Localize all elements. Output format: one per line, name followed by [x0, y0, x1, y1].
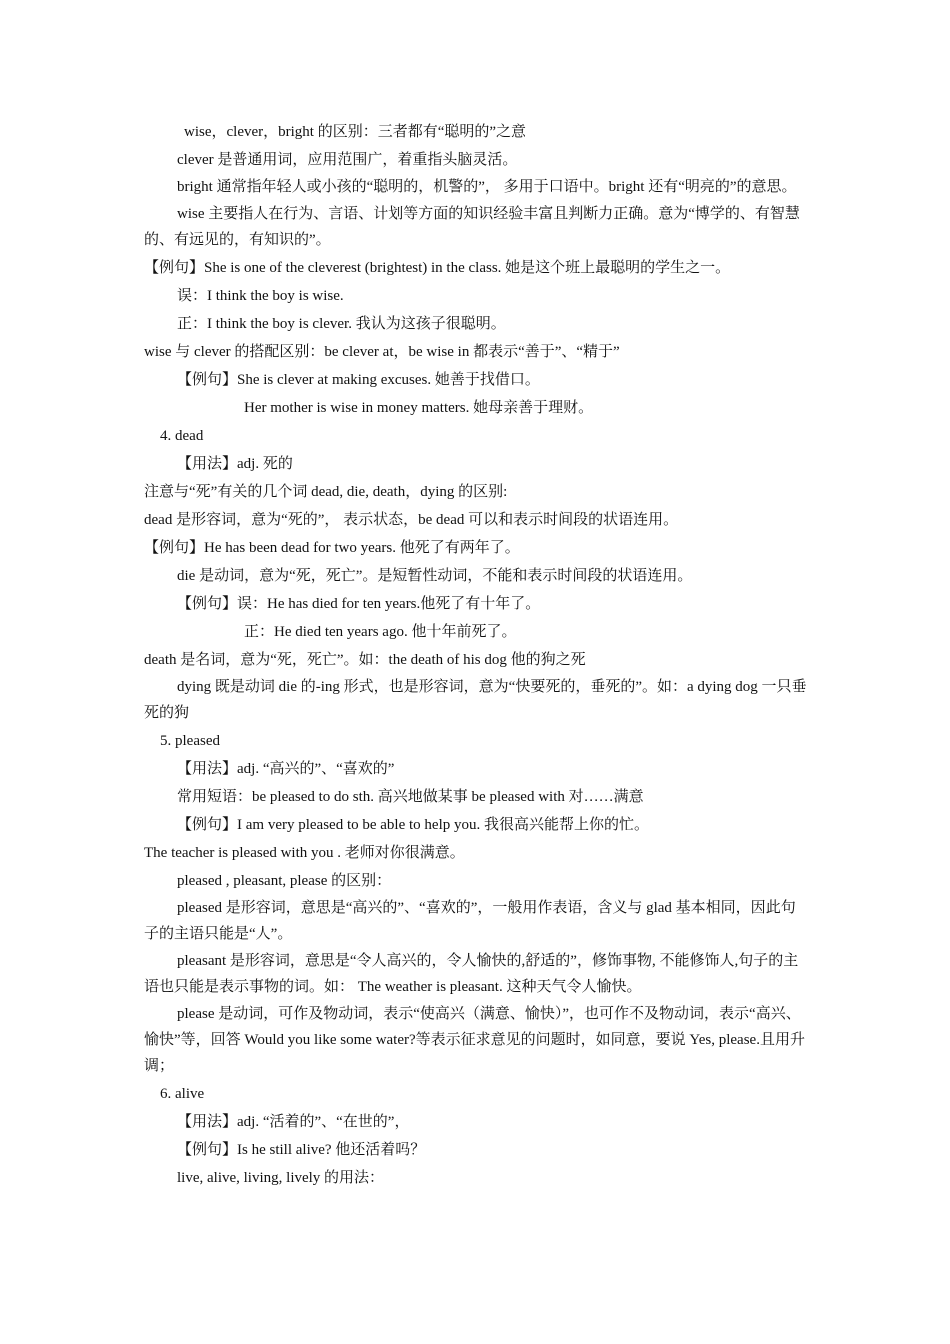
- paragraph: death 是名词，意为“死，死亡”。如：the death of his dog 他的狗之死: [144, 652, 586, 668]
- example-sentence: 【例句】She is clever at making excuses. 她善于找借口。: [177, 372, 540, 388]
- paragraph: clever 是普通用词，应用范围广，着重指头脑灵活。: [177, 152, 518, 168]
- example-sentence: 【例句】He has been dead for two years. 他死了有两年了。: [144, 540, 520, 556]
- paragraph: wise 与 clever 的搭配区别：be clever at，be wise in 都表示“善于”、“精于”: [144, 344, 620, 360]
- example-sentence: 正：He died ten years ago. 他十年前死了。: [244, 624, 517, 640]
- paragraph: dying 既是动词 die 的-ing 形式，也是形容词，意为“快要死的，垂死的”。如：a dying dog 一只垂死的狗: [144, 679, 807, 721]
- paragraph: die 是动词，意为“死，死亡”。是短暂性动词，不能和表示时间段的状语连用。: [177, 568, 693, 584]
- paragraph: 注意与“死”有关的几个词 dead, die, death，dying 的区别:: [144, 484, 508, 500]
- paragraph: live, alive, living, lively 的用法：: [177, 1170, 385, 1186]
- paragraph: wise，clever，bright 的区别：三者都有“聪明的”之意: [184, 124, 527, 140]
- example-sentence: 【例句】误：He has died for ten years.他死了有十年了。: [177, 596, 541, 612]
- example-sentence: 误：I think the boy is wise.: [177, 288, 344, 304]
- paragraph: bright 通常指年轻人或小孩的“聪明的，机警的”， 多用于口语中。bright 还有“明亮的”的意思。: [177, 179, 797, 195]
- example-sentence: 正：I think the boy is clever. 我认为这孩子很聪明。: [177, 316, 506, 332]
- paragraph: wise 主要指人在行为、言语、计划等方面的知识经验丰富且判断力正确。意为“博学的、有智慧的、有远见的，有知识的”。: [144, 206, 800, 248]
- paragraph: pleasant 是形容词，意思是“令人高兴的，令人愉快的,舒适的”，修饰事物, 不能修饰人,句子的主语也只能是表示事物的词。如： The weather is pleasant. 这种天气令人愉快。: [144, 953, 799, 995]
- section-heading: 6. alive: [160, 1086, 205, 1102]
- document-body: [144, 118, 809, 1192]
- example-sentence: The teacher is pleased with you . 老师对你很满意。: [144, 845, 465, 861]
- paragraph: please 是动词，可作及物动词，表示“使高兴（满意、愉快）”，也可作不及物动词，表示“高兴、愉快”等，回答 Would you like some water?等表示征求意见的问题时，如同意，要说 Yes, please.且用升调；: [144, 1006, 805, 1074]
- section-heading: 5. pleased: [160, 733, 220, 749]
- paragraph: dead 是形容词，意为“死的”， 表示状态，be dead 可以和表示时间段的状语连用。: [144, 512, 679, 528]
- example-sentence: 【例句】Is he still alive? 他还活着吗？: [177, 1142, 426, 1158]
- example-sentence: 【例句】She is one of the cleverest (brightest) in the class. 她是这个班上最聪明的学生之一。: [144, 260, 731, 276]
- phrase-line: 常用短语：be pleased to do sth. 高兴地做某事 be pleased with 对……满意: [177, 789, 644, 805]
- usage-line: 【用法】adj. 死的: [177, 456, 293, 472]
- usage-line: 【用法】adj. “活着的”、“在世的”，: [177, 1114, 410, 1130]
- paragraph: pleased 是形容词，意思是“高兴的”、“喜欢的”，一般用作表语，含义与 glad 基本相同，因此句子的主语只能是“人”。: [144, 900, 796, 942]
- usage-line: 【用法】adj. “高兴的”、“喜欢的”: [177, 761, 395, 777]
- section-heading: 4. dead: [160, 428, 204, 444]
- paragraph: pleased , pleasant, please 的区别：: [177, 873, 392, 889]
- example-sentence: Her mother is wise in money matters. 她母亲善于理财。: [244, 400, 594, 416]
- example-sentence: 【例句】I am very pleased to be able to help you. 我很高兴能帮上你的忙。: [177, 817, 650, 833]
